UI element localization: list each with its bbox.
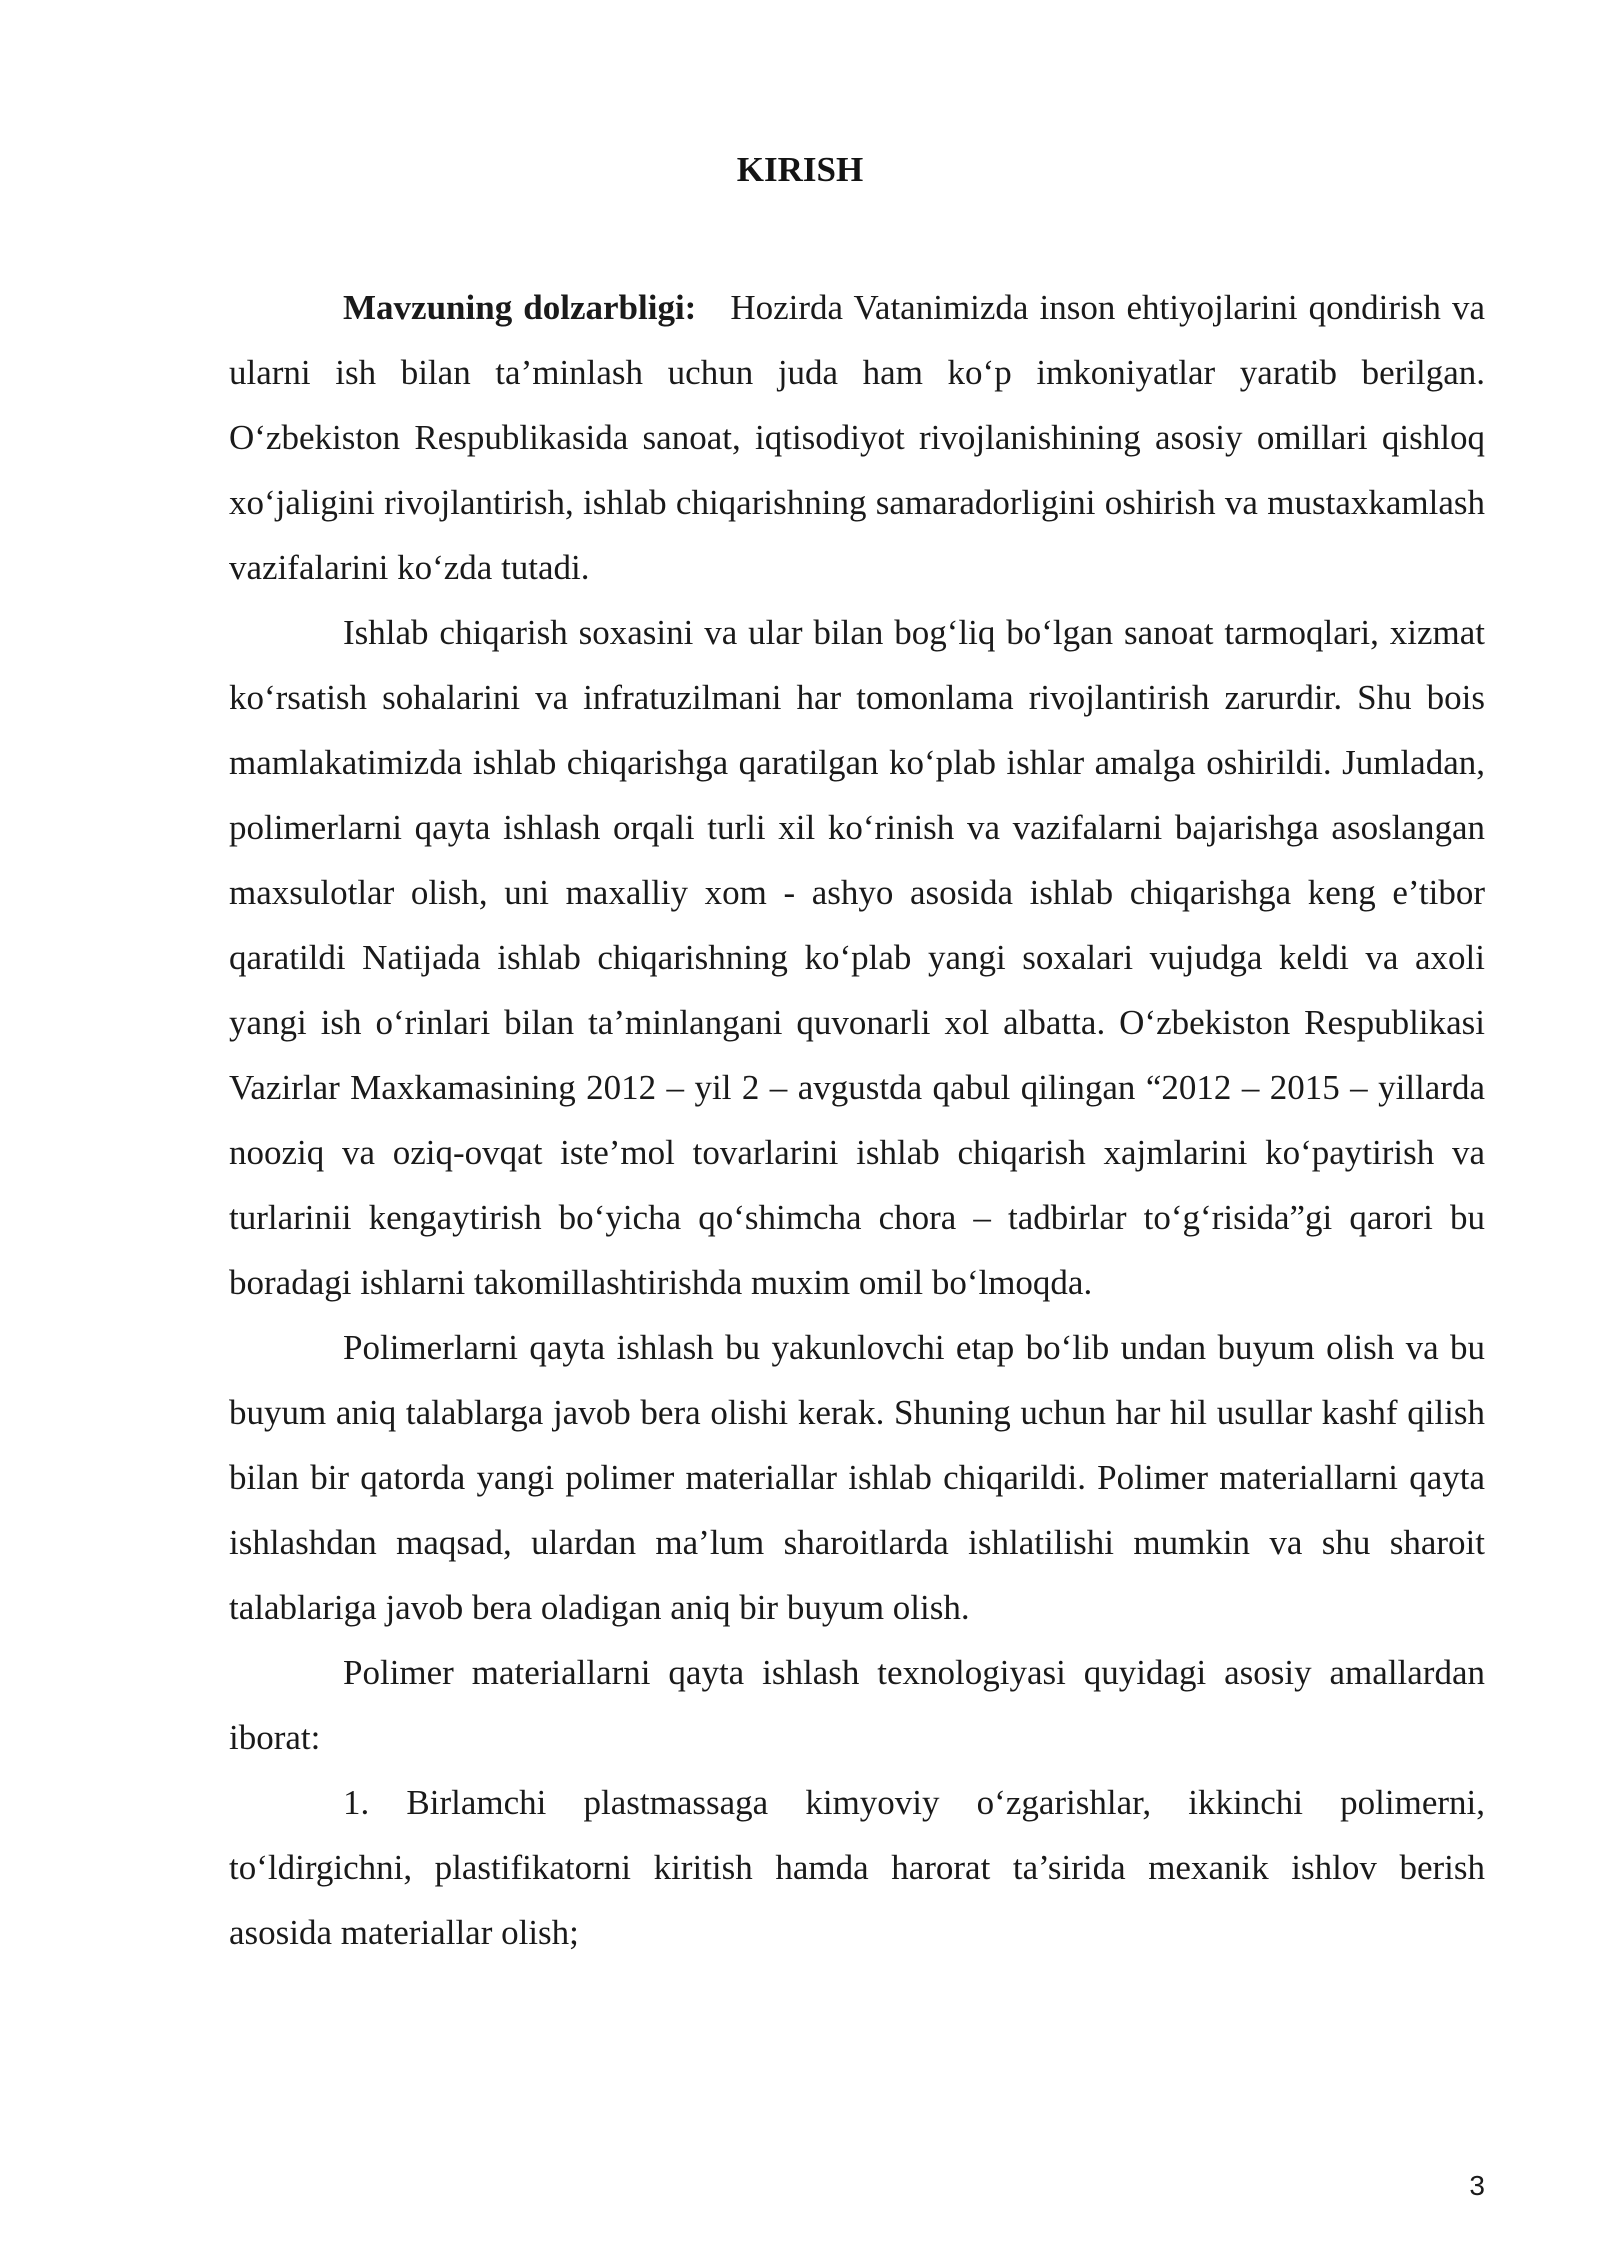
relevance-text: Hozirda Vatanimizda inson ehtiyojlarini qondirish va ularni ish bilan ta’minlash uchun juda ham ko‘p imkoniyatlar yaratib berilgan. O‘zbekiston Respublikasida sanoat, iqtisodiyot rivojlanishining asosiy omillari qishloq xo‘jaligini rivojlantirish, ishlab chiqarishning samaradorligini oshirish va mustaxkamlash vazifalarini ko‘zda tutadi. (229, 288, 1485, 587)
paragraph-technology-intro: Polimer materiallarni qayta ishlash texnologiyasi quyidagi asosiy amallardan iborat: (229, 1653, 1485, 1757)
paragraph-polymer-processing: Polimerlarni qayta ishlash bu yakunlovchi etap bo‘lib undan buyum olish va bu buyum aniq talablarga javob bera olishi kerak. Shuning uchun har hil usullar kashf qilish bilan bir qatorda yangi polimer materiallar ishlab chiqarildi. Polimer materiallarni qayta ishlashdan maqsad, ulardan ma’lum sharoitlarda ishlatilishi mumkin va shu sharoit talablariga javob bera oladigan aniq bir buyum olish. (229, 1328, 1485, 1627)
page-number: 3 (1469, 2170, 1485, 2201)
page-title: KIRISH (736, 150, 864, 189)
relevance-label: Mavzuning dolzarbligi: (343, 288, 697, 327)
paragraph-relevance (229, 275, 1485, 600)
document-body (229, 275, 1485, 1965)
list-item-1: 1. Birlamchi plastmassaga kimyoviy o‘zgarishlar, ikkinchi polimerni, to‘ldirgichni, plastifikatorni kiritish hamda harorat ta’sirida mexanik ishlov berish asosida materiallar olish; (229, 1783, 1485, 1952)
paragraph-production: Ishlab chiqarish soxasini va ular bilan bog‘liq bo‘lgan sanoat tarmoqlari, xizmat ko‘rsatish sohalarini va infratuzilmani har tomonlama rivojlantirish zarurdir. Shu bois mamlakatimizda ishlab chiqarishga qaratilgan ko‘plab ishlar amalga oshirildi. Jumladan, polimerlarni qayta ishlash orqali turli xil ko‘rinish va vazifalarni bajarishga asoslangan maxsulotlar olish, uni maxalliy xom - ashyo asosida ishlab chiqarishga keng e’tibor qaratildi Natijada ishlab chiqarishning ko‘plab yangi soxalari vujudga keldi va axoli yangi ish o‘rinlari bilan ta’minlangani quvonarli xol albatta. O‘zbekiston Respublikasi Vazirlar Maxkamasining 2012 – yil 2 – avgustda qabul qilingan “2012 – 2015 – yillarda nooziq va oziq-ovqat iste’mol tovarlarini ishlab chiqarish xajmlarini ko‘paytirish va turlarinii kengaytirish bo‘yicha qo‘shimcha chora – tadbirlar to‘g‘risida”gi qarori bu boradagi ishlarni takomillashtirishda muxim omil bo‘lmoqda. (229, 613, 1485, 1302)
